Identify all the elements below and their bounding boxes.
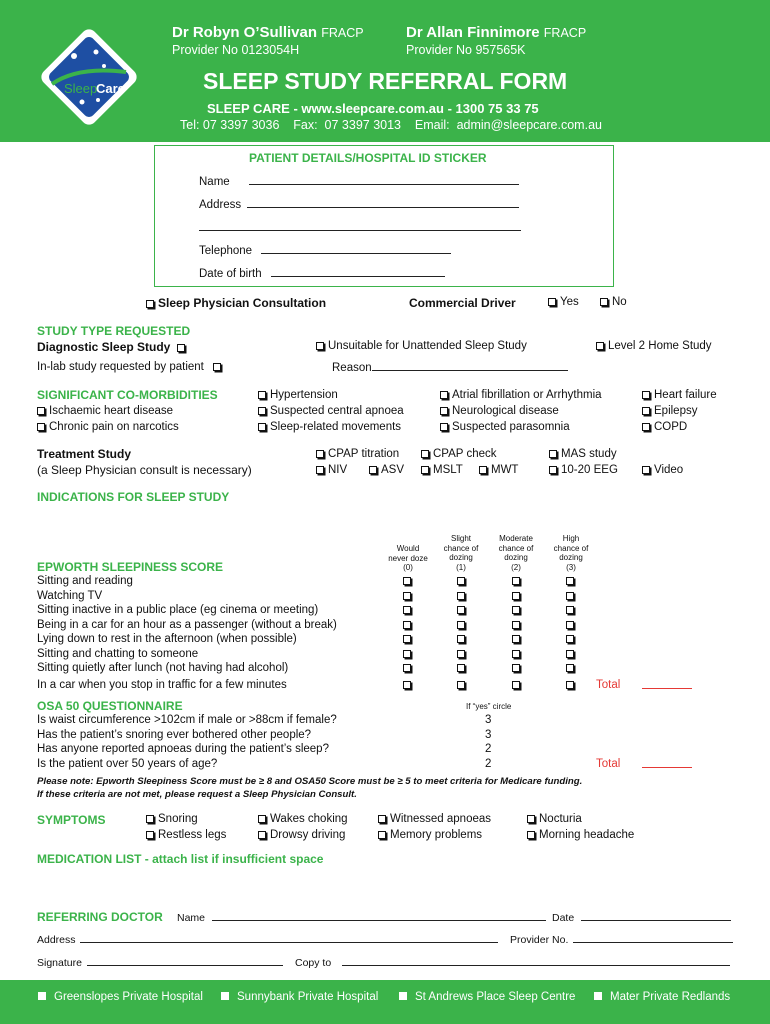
comorbidity-label: Suspected central apnoea: [270, 405, 404, 417]
epworth-col-3: [550, 534, 592, 572]
treatment-video[interactable]: [642, 464, 683, 476]
checkbox[interactable]: [258, 423, 266, 431]
checkbox[interactable]: [440, 407, 448, 415]
diagnostic-label: Diagnostic Sleep Study: [37, 340, 171, 354]
sleepcare-logo: [38, 26, 140, 128]
reason-field[interactable]: [372, 361, 568, 371]
reason-label: Reason: [332, 362, 372, 374]
epworth-col-1: [440, 534, 482, 572]
epworth-checkbox[interactable]: [403, 635, 411, 643]
col-score: (3): [566, 562, 576, 572]
epworth-checkbox[interactable]: [512, 606, 520, 614]
osa-question-2: Has anyone reported apnoeas during the patient’s sleep?: [37, 743, 329, 755]
epworth-row-0: Sitting and reading: [37, 575, 133, 587]
col-header: Slight chance of dozing: [443, 534, 479, 562]
osa-score-3[interactable]: 2: [485, 758, 492, 770]
epworth-checkbox[interactable]: [457, 606, 465, 614]
epworth-checkbox[interactable]: [403, 577, 411, 585]
epworth-checkbox[interactable]: [566, 592, 574, 600]
name-label: Name: [199, 176, 230, 188]
treatment-mslt[interactable]: [421, 464, 463, 476]
osa-question-3: Is the patient over 50 years of age?: [37, 758, 218, 770]
checkbox[interactable]: [527, 831, 535, 839]
physician-consult-label: Sleep Physician Consultation: [158, 296, 327, 310]
referrer-provider-field[interactable]: [573, 933, 733, 943]
doctor1-title: FRACP: [321, 26, 364, 40]
epworth-total-label: Total: [596, 679, 621, 691]
checkbox[interactable]: [549, 450, 557, 458]
epworth-checkbox[interactable]: [566, 621, 574, 629]
checkbox[interactable]: [440, 391, 448, 399]
symptom-label: Morning headache: [539, 829, 635, 841]
checkbox[interactable]: [479, 466, 487, 474]
hospital-label: St Andrews Place Sleep Centre: [415, 991, 576, 1003]
patient-name-field[interactable]: [249, 175, 519, 185]
epworth-checkbox[interactable]: [512, 664, 520, 672]
yes-label: Yes: [560, 296, 579, 308]
comorbidity-ischaemic[interactable]: [37, 405, 173, 417]
epworth-checkbox[interactable]: [512, 635, 520, 643]
patient-telephone-row: [199, 244, 451, 257]
osa-score-2[interactable]: 2: [485, 743, 492, 755]
treatment-note: (a Sleep Physician consult is necessary): [37, 463, 252, 477]
epworth-checkbox[interactable]: [457, 681, 465, 689]
epworth-checkbox[interactable]: [566, 577, 574, 585]
referrer-signature-field[interactable]: [87, 956, 283, 966]
checkbox[interactable]: [421, 450, 429, 458]
checkbox[interactable]: [642, 407, 650, 415]
referrer-address-field[interactable]: [80, 933, 498, 943]
header-banner: [0, 0, 770, 142]
treatment-item-label: MAS study: [561, 448, 617, 460]
symptom-restless-legs[interactable]: [146, 829, 226, 841]
osa-question-1: Has the patient’s snoring ever bothered other people?: [37, 729, 312, 741]
epworth-checkbox[interactable]: [566, 635, 574, 643]
epworth-row-6: Sitting quietly after lunch (not having had alcohol): [37, 662, 289, 674]
symptom-label: Wakes choking: [270, 813, 348, 825]
patient-address-field-2[interactable]: [199, 221, 521, 231]
treatment-item-label: MWT: [491, 464, 519, 476]
medication-heading: MEDICATION LIST - attach list if insufficient space: [37, 852, 324, 866]
symptom-drowsy-driving[interactable]: [258, 829, 345, 841]
checkbox[interactable]: [527, 815, 535, 823]
checkbox[interactable]: [421, 466, 429, 474]
patient-dob-row: [199, 267, 445, 280]
referrer-date-label: Date: [552, 912, 575, 924]
comorbidity-chronic-pain[interactable]: [37, 421, 179, 433]
symptom-label: Nocturia: [539, 813, 582, 825]
comorbidity-label: COPD: [654, 421, 688, 433]
physician-consult-option[interactable]: [146, 296, 326, 310]
epworth-checkbox[interactable]: [512, 650, 520, 658]
epworth-checkbox[interactable]: [457, 635, 465, 643]
diagnostic-option[interactable]: [37, 340, 189, 354]
checkbox[interactable]: [642, 423, 650, 431]
website-line: SLEEP CARE - www.sleepcare.com.au - 1300 75 33 75: [207, 101, 539, 116]
medicare-note-1: Please note: Epworth Sleepiness Score must be ≥ 8 and OSA50 Score must be ≥ 5 to meet criteria for Medicare funding.: [37, 776, 583, 787]
treatment-item-label: ASV: [381, 464, 405, 476]
symptom-witnessed-apnoeas[interactable]: [378, 813, 491, 825]
address-label: Address: [199, 199, 242, 211]
footer-hospital-3: [594, 991, 730, 1003]
hospital-label: Greenslopes Private Hospital: [54, 991, 203, 1003]
telephone-label: Telephone: [199, 245, 253, 257]
symptom-morning-headache[interactable]: [527, 829, 634, 841]
symptom-nocturia[interactable]: [527, 813, 582, 825]
checkbox[interactable]: [316, 466, 324, 474]
treatment-item-label: CPAP titration: [328, 448, 400, 460]
checkbox[interactable]: [37, 407, 45, 415]
symptoms-heading: SYMPTOMS: [37, 813, 106, 827]
checkbox[interactable]: [378, 815, 386, 823]
comorbidity-label: Hypertension: [270, 389, 338, 401]
logo-text-sleep: Sleep: [64, 81, 98, 96]
referrer-copy-field[interactable]: [342, 956, 730, 966]
checkbox[interactable]: [177, 344, 185, 352]
patient-address-field[interactable]: [247, 198, 519, 208]
form-title: SLEEP STUDY REFERRAL FORM: [203, 68, 568, 94]
osa-score-1[interactable]: 3: [485, 729, 492, 741]
unsuitable-label: Unsuitable for Unattended Sleep Study: [328, 340, 527, 352]
patient-heading: PATIENT DETAILS/HOSPITAL ID STICKER: [249, 151, 487, 165]
inlab-option[interactable]: [37, 361, 225, 373]
checkbox[interactable]: [316, 450, 324, 458]
doctor1-name: Dr Robyn O’Sullivan: [172, 24, 318, 41]
epworth-row-5: Sitting and chatting to someone: [37, 648, 199, 660]
osa-score-0[interactable]: 3: [485, 714, 492, 726]
osa-circle-note: If “yes” circle: [466, 702, 512, 711]
checkbox[interactable]: [596, 342, 604, 350]
referrer-provider-row: [510, 933, 733, 946]
doctor1-provider: Provider No 0123054H: [172, 43, 300, 57]
comorbidity-neurological[interactable]: [440, 405, 559, 417]
comorbidity-central-apnoea[interactable]: [258, 405, 404, 417]
unsuitable-option[interactable]: [316, 340, 527, 352]
patient-telephone-field[interactable]: [261, 244, 451, 254]
no-label: No: [612, 296, 627, 308]
epworth-checkbox[interactable]: [566, 650, 574, 658]
treatment-mwt[interactable]: [479, 464, 518, 476]
epworth-checkbox[interactable]: [457, 577, 465, 585]
epworth-row-3: Being in a car for an hour as a passenger (without a break): [37, 619, 337, 631]
patient-dob-field[interactable]: [271, 267, 445, 277]
bullet-icon: [221, 992, 229, 1000]
patient-address-row: [199, 198, 519, 211]
referrer-heading: REFERRING DOCTOR: [37, 910, 163, 924]
osa-total-label: Total: [596, 758, 621, 770]
epworth-checkbox[interactable]: [403, 592, 411, 600]
referrer-signature-label: Signature: [37, 957, 82, 969]
epworth-row-4: Lying down to rest in the afternoon (when possible): [37, 633, 297, 645]
epworth-checkbox[interactable]: [457, 621, 465, 629]
treatment-item-label: MSLT: [433, 464, 463, 476]
checkbox[interactable]: [378, 831, 386, 839]
epworth-heading: EPWORTH SLEEPINESS SCORE: [37, 560, 224, 574]
comorbidity-label: Neurological disease: [452, 405, 559, 417]
driver-yes-option[interactable]: [548, 296, 579, 308]
epworth-row-1: Watching TV: [37, 590, 103, 602]
epworth-checkbox[interactable]: [403, 664, 411, 672]
epworth-total-field[interactable]: [642, 679, 692, 689]
comorbidity-hypertension[interactable]: [258, 389, 338, 401]
doctor2-name: Dr Allan Finnimore: [406, 24, 540, 41]
dob-label: Date of birth: [199, 268, 262, 280]
referrer-date-row: [552, 911, 731, 924]
checkbox[interactable]: [146, 815, 154, 823]
treatment-asv[interactable]: [369, 464, 404, 476]
checkbox[interactable]: [213, 363, 221, 371]
doctor2: [406, 24, 586, 41]
comorbidity-heart-failure[interactable]: [642, 389, 717, 401]
symptom-label: Restless legs: [158, 829, 227, 841]
comorbidity-sleep-movements[interactable]: [258, 421, 401, 433]
reason-row: [332, 361, 568, 374]
comorbidity-parasomnia[interactable]: [440, 421, 570, 433]
symptom-label: Witnessed apnoeas: [390, 813, 492, 825]
col-score: (2): [511, 562, 521, 572]
col-score: (1): [456, 562, 466, 572]
comorbidity-label: Ischaemic heart disease: [49, 405, 174, 417]
osa-question-0: Is waist circumference >102cm if male or >88cm if female?: [37, 714, 337, 726]
symptom-label: Memory problems: [390, 829, 483, 841]
epworth-checkbox[interactable]: [566, 664, 574, 672]
epworth-col-0: [386, 544, 430, 573]
hospital-label: Sunnybank Private Hospital: [237, 991, 379, 1003]
level2-label: Level 2 Home Study: [608, 340, 712, 352]
comorbidity-label: Sleep-related movements: [270, 421, 402, 433]
osa-heading: OSA 50 QUESTIONNAIRE: [37, 699, 183, 713]
checkbox[interactable]: [146, 831, 154, 839]
study-type-heading: STUDY TYPE REQUESTED: [37, 324, 191, 338]
referrer-provider-label: Provider No.: [510, 934, 569, 946]
patient-address-line2: [199, 221, 521, 234]
treatment-eeg[interactable]: [549, 464, 618, 476]
checkbox[interactable]: [316, 342, 324, 350]
osa-total-field[interactable]: [642, 758, 692, 768]
comorbidity-copd[interactable]: [642, 421, 687, 433]
treatment-item-label: 10-20 EEG: [561, 464, 618, 476]
comorbidity-label: Suspected parasomnia: [452, 421, 570, 433]
epworth-row-7: In a car when you stop in traffic for a few minutes: [37, 679, 287, 691]
bullet-icon: [38, 992, 46, 1000]
checkbox[interactable]: [440, 423, 448, 431]
checkbox[interactable]: [548, 298, 556, 306]
bullet-icon: [399, 992, 407, 1000]
level2-option[interactable]: [596, 340, 712, 352]
epworth-checkbox[interactable]: [457, 592, 465, 600]
checkbox[interactable]: [258, 407, 266, 415]
bullet-icon: [594, 992, 602, 1000]
treatment-cpap-titration[interactable]: [316, 448, 399, 460]
comorbidity-label: Atrial fibrillation or Arrhythmia: [452, 389, 602, 401]
footer-hospital-0: [38, 991, 203, 1003]
col-header: High chance of dozing: [553, 534, 589, 562]
col-header: Would never doze: [388, 544, 428, 563]
referrer-copy-row: [295, 956, 730, 969]
treatment-niv[interactable]: [316, 464, 347, 476]
checkbox[interactable]: [258, 391, 266, 399]
treatment-item-label: NIV: [328, 464, 348, 476]
comorbidity-label: Epilepsy: [654, 405, 698, 417]
epworth-checkbox[interactable]: [512, 681, 520, 689]
logo-text-care: Care: [96, 81, 125, 96]
referrer-name-row: [177, 911, 546, 924]
checkbox[interactable]: [600, 298, 608, 306]
treatment-item-label: CPAP check: [433, 448, 497, 460]
epworth-checkbox[interactable]: [403, 606, 411, 614]
doctor1: [172, 24, 364, 41]
checkbox[interactable]: [37, 423, 45, 431]
hospital-label: Mater Private Redlands: [610, 991, 731, 1003]
referrer-copy-label: Copy to: [295, 957, 332, 969]
footer-hospital-1: [221, 991, 378, 1003]
checkbox[interactable]: [642, 391, 650, 399]
col-score: (0): [403, 563, 413, 572]
epworth-checkbox[interactable]: [403, 681, 411, 689]
medicare-note-2: If these criteria are not met, please request a Sleep Physician Consult.: [37, 789, 357, 800]
referrer-date-field[interactable]: [581, 911, 731, 921]
epworth-checkbox[interactable]: [512, 577, 520, 585]
doctor2-title: FRACP: [543, 26, 587, 40]
symptom-snoring[interactable]: [146, 813, 198, 825]
checkbox[interactable]: [258, 831, 266, 839]
epworth-checkbox[interactable]: [457, 664, 465, 672]
epworth-checkbox[interactable]: [403, 621, 411, 629]
footer-banner: [0, 980, 770, 1024]
checkbox[interactable]: [369, 466, 377, 474]
checkbox[interactable]: [642, 466, 650, 474]
comorbidities-heading: SIGNIFICANT CO-MORBIDITIES: [37, 388, 218, 402]
symptom-memory-problems[interactable]: [378, 829, 482, 841]
referrer-address-label: Address: [37, 934, 76, 946]
checkbox[interactable]: [258, 815, 266, 823]
epworth-checkbox[interactable]: [512, 621, 520, 629]
treatment-item-label: Video: [654, 464, 684, 476]
footer-hospital-2: [399, 991, 575, 1003]
epworth-checkbox[interactable]: [512, 592, 520, 600]
referrer-signature-row: [37, 956, 283, 969]
indications-heading: INDICATIONS FOR SLEEP STUDY: [37, 490, 230, 504]
referrer-name-field[interactable]: [212, 911, 546, 921]
col-header: Moderate chance of dozing: [498, 534, 534, 562]
referrer-address-row: [37, 933, 498, 946]
epworth-checkbox[interactable]: [457, 650, 465, 658]
contact-line: Tel: 07 3397 3036 Fax: 07 3397 3013 Email: admin@sleepcare.com.au: [180, 118, 602, 132]
commercial-driver-label: Commercial Driver: [409, 296, 516, 310]
doctor2-provider: Provider No 957565K: [406, 43, 526, 57]
referrer-name-label: Name: [177, 912, 206, 924]
comorbidity-epilepsy[interactable]: [642, 405, 697, 417]
comorbidity-label: Heart failure: [654, 389, 717, 401]
patient-details-box: [154, 145, 614, 287]
epworth-row-2: Sitting inactive in a public place (eg cinema or meeting): [37, 604, 319, 616]
epworth-checkbox[interactable]: [403, 650, 411, 658]
checkbox[interactable]: [549, 466, 557, 474]
checkbox[interactable]: [146, 300, 154, 308]
comorbidity-label: Chronic pain on narcotics: [49, 421, 179, 433]
driver-no-option[interactable]: [600, 296, 627, 308]
treatment-mas-study[interactable]: [549, 448, 617, 460]
symptom-label: Drowsy driving: [270, 829, 346, 841]
treatment-cpap-check[interactable]: [421, 448, 497, 460]
inlab-label: In-lab study requested by patient: [37, 361, 204, 373]
patient-name-row: [199, 175, 519, 188]
treatment-label: Treatment Study: [37, 447, 132, 461]
epworth-checkbox[interactable]: [566, 606, 574, 614]
epworth-checkbox[interactable]: [566, 681, 574, 689]
symptom-label: Snoring: [158, 813, 198, 825]
symptom-wakes-choking[interactable]: [258, 813, 348, 825]
epworth-col-2: [494, 534, 538, 572]
comorbidity-atrial[interactable]: [440, 389, 602, 401]
